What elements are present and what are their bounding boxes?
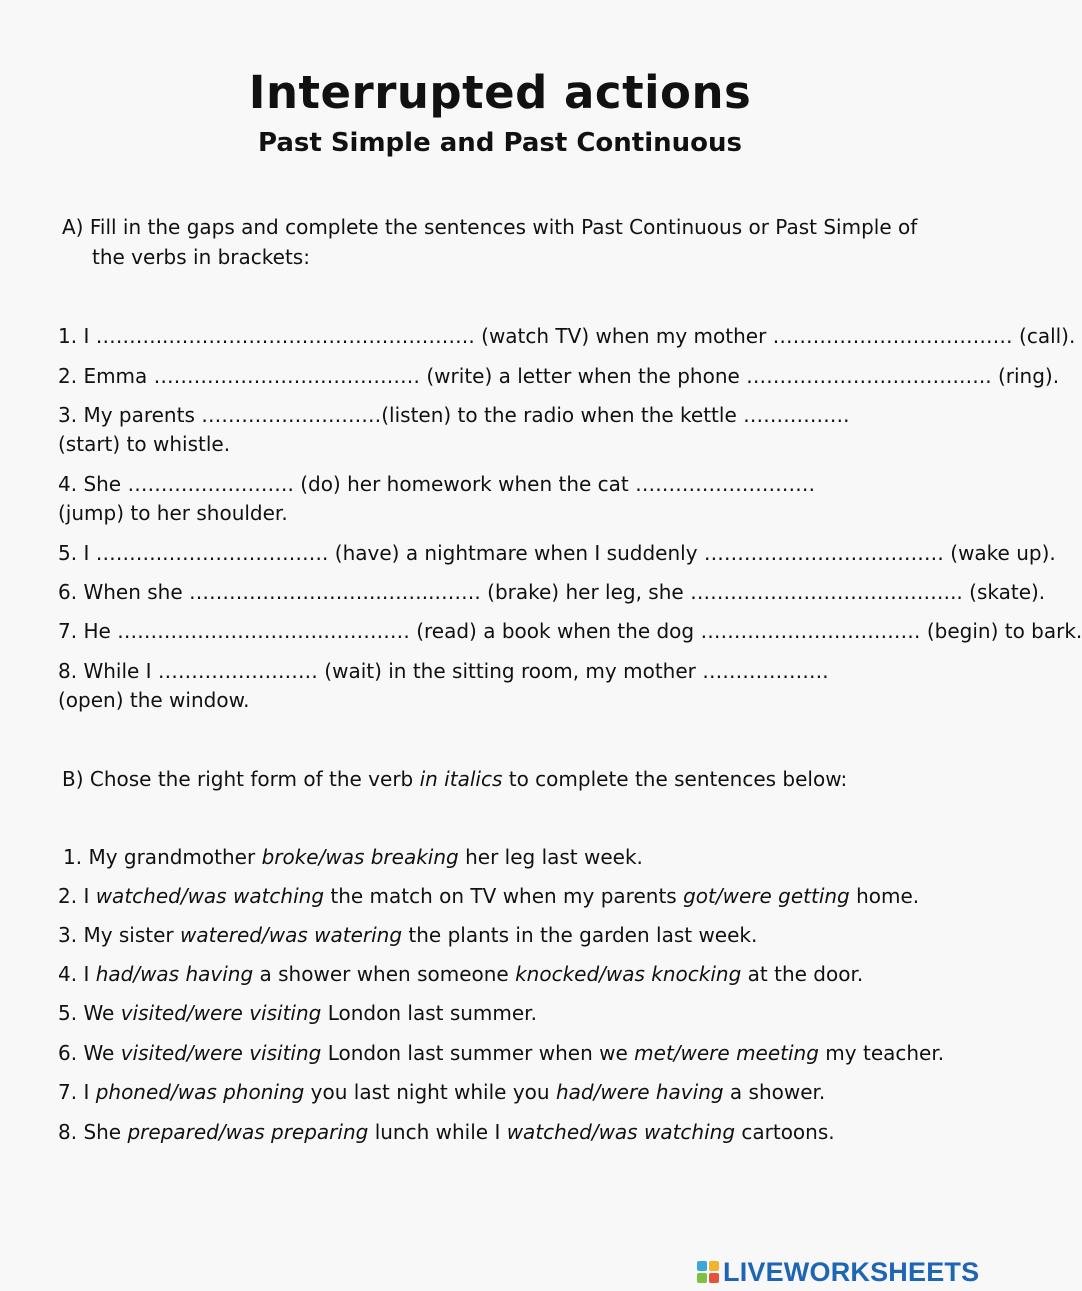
exercise-a-item: 1. I ………..………………………………………. (watch TV) when my mother ……………………………… (call). (58, 324, 1076, 348)
worksheet-subtitle: Past Simple and Past Continuous (257, 128, 743, 158)
answer-gap[interactable]: ……………. (743, 403, 850, 427)
verb-choice[interactable]: phoned/was phoning (95, 1080, 305, 1104)
verb-choice[interactable]: got/were getting (683, 884, 850, 908)
exercise-b-item: 4. I had/was having a shower when someone knocked/was knocking at the door. (58, 962, 864, 986)
logo-square (697, 1273, 707, 1283)
answer-gap[interactable]: ………..………………………………………. (95, 324, 475, 348)
verb-choice[interactable]: broke/was breaking (261, 845, 459, 869)
answer-gap[interactable]: ……………………… (635, 472, 816, 496)
logo-square (709, 1273, 719, 1283)
liveworksheets-logo-icon (697, 1261, 719, 1283)
worksheet-title: Interrupted actions (248, 66, 752, 119)
answer-gap[interactable]: …………………… (157, 659, 318, 683)
answer-gap[interactable]: ……………………. (127, 472, 294, 496)
exercise-b-item: 5. We visited/were visiting London last summer. (58, 1001, 537, 1025)
answer-gap[interactable]: ………………. (702, 659, 829, 683)
section-b-instruction: B) Chose the right form of the verb in italics to complete the sentences below: (62, 767, 848, 791)
exercise-a-item: 5. I ……….……………………. (have) a nightmare when I suddenly ……………………………… (wake up). (58, 541, 1056, 565)
verb-choice[interactable]: watered/was watering (180, 923, 403, 947)
verb-choice[interactable]: visited/were visiting (120, 1041, 322, 1065)
verb-choice[interactable]: met/were meeting (634, 1041, 819, 1065)
exercise-a-item: 4. She ……………………. (do) her homework when the cat ……………………… (jump) to her shoulder. (58, 472, 816, 525)
exercise-b-item: 8. She prepared/was preparing lunch while I watched/was watching cartoons. (58, 1120, 835, 1144)
section-a-instruction-line-1: A) Fill in the gaps and complete the sentences with Past Continuous or Past Simple of (62, 215, 918, 239)
verb-choice[interactable]: visited/were visiting (120, 1001, 322, 1025)
answer-gap[interactable]: ……………………… (201, 403, 382, 427)
exercise-b-item: 1. My grandmother broke/was breaking her leg last week. (63, 845, 643, 869)
logo-text: LIVEWORKSHEETS (723, 1256, 980, 1287)
verb-choice[interactable]: watched/was watching (95, 884, 325, 908)
exercise-b-item: 7. I phoned/was phoning you last night while you had/were having a shower. (58, 1080, 826, 1104)
answer-gap[interactable]: ……………………………… (703, 541, 944, 565)
logo-square (709, 1261, 719, 1271)
exercise-b-item: 2. I watched/was watching the match on TV when my parents got/were getting home. (58, 884, 920, 908)
logo-square (697, 1261, 707, 1271)
answer-gap[interactable]: ………………………..……..……. (189, 580, 481, 604)
answer-gap[interactable]: …………………………… (700, 619, 921, 643)
liveworksheets-logo[interactable] (697, 1255, 979, 1289)
verb-choice[interactable]: had/was having (95, 962, 254, 986)
exercise-a-item: 8. While I …………………… (wait) in the sitting room, my mother ………………. (open) the window. (58, 659, 829, 712)
answer-gap[interactable]: ………………………………….. (690, 580, 963, 604)
answer-gap[interactable]: …………………….…………… (153, 364, 421, 388)
section-a-instruction-line-2: the verbs in brackets: (92, 245, 310, 269)
verb-choice[interactable]: watched/was watching (506, 1120, 736, 1144)
answer-gap[interactable]: …………………………..………… (117, 619, 410, 643)
exercise-a-item: 6. When she ………………………..……..……. (brake) her leg, she ………………………………….. (skate). (58, 580, 1046, 604)
verb-choice[interactable]: prepared/was preparing (127, 1120, 369, 1144)
exercise-b-item: 6. We visited/were visiting London last summer when we met/were meeting my teacher. (58, 1041, 945, 1065)
verb-choice[interactable]: had/were having (555, 1080, 724, 1104)
verb-choice[interactable]: knocked/was knocking (515, 962, 742, 986)
answer-gap[interactable]: ……………………………… (772, 324, 1013, 348)
exercise-a-item: 2. Emma …………………….…………… (write) a letter when the phone ………………….……….….. (ring). (58, 364, 1060, 388)
exercise-a-item: 7. He …………………………..………… (read) a book when the dog …………………………… (begin) to bark. (58, 619, 1082, 643)
exercise-b-item: 3. My sister watered/was watering the plants in the garden last week. (58, 923, 758, 947)
exercise-a-item: 3. My parents ………………………(listen) to the radio when the kettle ……………. (start) to whistle. (58, 403, 850, 456)
answer-gap[interactable]: ………………….……….….. (746, 364, 992, 388)
answer-gap[interactable]: ……….……………………. (95, 541, 329, 565)
section-a-instruction (62, 212, 942, 272)
